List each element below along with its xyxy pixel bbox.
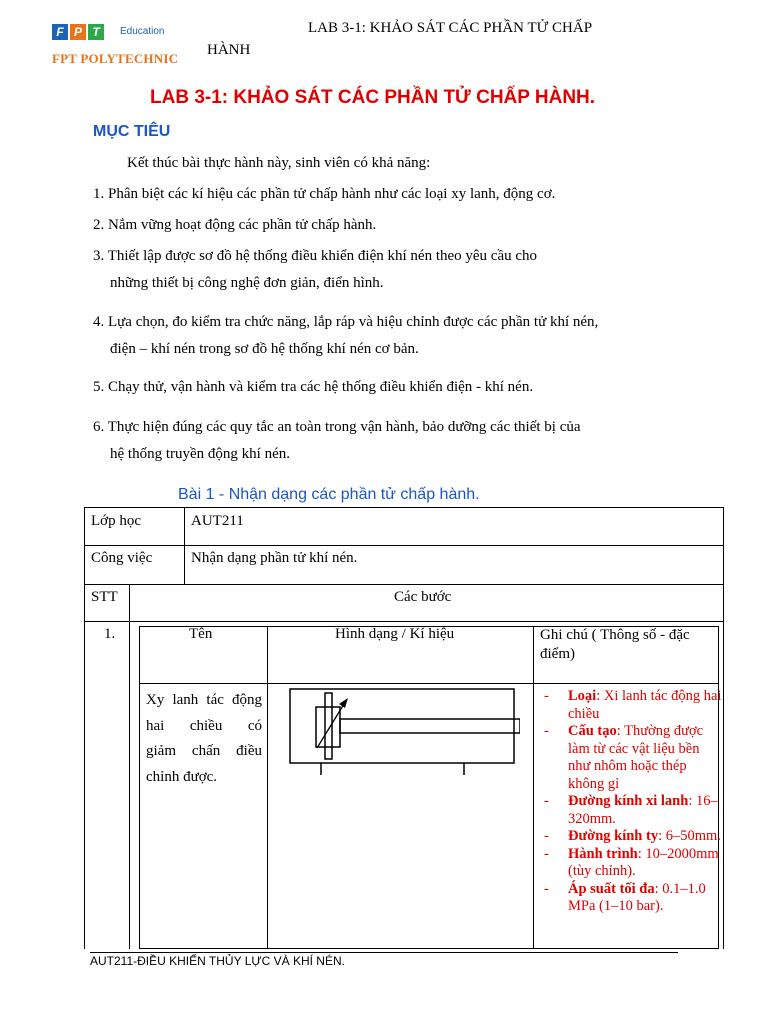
note-item: - Áp suất tối đa: 0.1–1.0 MPa (1–10 bar).: [544, 880, 706, 914]
note-item: - Đường kính ty: 6–50mm.: [544, 828, 721, 844]
item-name-line: chỉnh được.: [146, 768, 218, 785]
note-label: Loại: [568, 688, 597, 704]
footer-text: AUT211-ĐIỀU KHIỂN THỦY LỰC VÀ KHÍ NÉN.: [90, 954, 345, 968]
objective-6: 6. Thực hiện đúng các quy tắc an toàn trong vận hành, bảo dưỡng các thiết bị của: [93, 419, 581, 435]
section-title: MỤC TIÊU: [93, 123, 171, 140]
note-text: : 6–50mm.: [658, 828, 721, 844]
col-shape-header: Hình dạng / Kí hiệu: [335, 626, 455, 642]
note-label: Cấu tạo: [568, 723, 617, 739]
objective-2: 2. Nắm vững hoạt động các phần tử chấp hành.: [93, 217, 377, 233]
note-item: - Hành trình: 10–2000mm (tùy chỉnh).: [544, 845, 719, 879]
item-name-line: giảm chấn điều: [146, 743, 262, 759]
note-label: Áp suất tối đa: [568, 880, 655, 897]
objective-4-cont: điện – khí nén trong sơ đồ hệ thống khí nén cơ bản.: [110, 341, 419, 357]
class-value: AUT211: [191, 513, 244, 529]
main-title: LAB 3-1: KHẢO SÁT CÁC PHẦN TỬ CHẤP HÀNH.: [150, 87, 596, 108]
objective-1: 1. Phân biệt các kí hiệu các phần tử chấp hành như các loại xy lanh, động cơ.: [93, 186, 556, 202]
note-item: - Cấu tạo: Thường được làm từ các vật liệu bền như nhôm hoặc thép không gỉ: [544, 723, 704, 792]
header-title-line1: LAB 3-1: KHẢO SÁT CÁC PHẦN TỬ CHẤP: [308, 20, 593, 36]
objective-4: 4. Lựa chọn, đo kiểm tra chức năng, lắp ráp và hiệu chỉnh được các phần tử khí nén,: [93, 314, 599, 330]
note-label: Hành trình: [568, 845, 638, 862]
fpt-logo: [52, 24, 192, 68]
objective-3: 3. Thiết lập được sơ đồ hệ thống điều khiển điện khí nén theo yêu cầu cho: [93, 248, 538, 264]
double-acting-cylinder-adjustable-cushion-symbol: [288, 686, 520, 778]
note-text: : Xi lanh tác động hai chiều: [568, 688, 722, 722]
task-value: Nhận dạng phần tử khí nén.: [191, 550, 358, 566]
note-text: : 16–320mm.: [568, 793, 718, 827]
stt-label: STT: [91, 589, 118, 605]
item-name-line: Xy lanh tác động: [146, 692, 262, 708]
exercise-title: Bài 1 - Nhận dạng các phần tử chấp hành.: [178, 486, 480, 503]
note-text: : 10–2000mm (tùy chỉnh).: [568, 845, 719, 879]
class-label: Lớp học: [91, 513, 142, 529]
logo-letter-t: T: [88, 24, 104, 40]
note-item: - Loại: Xi lanh tác động hai chiều: [544, 688, 722, 722]
header-title-line2: HÀNH: [207, 42, 251, 58]
notes-list: [540, 688, 725, 916]
note-text: : Thường được làm từ các vật liệu bền như nhôm hoặc thép không gỉ: [568, 723, 704, 792]
logo-letter-p: P: [70, 24, 86, 40]
intro-text: Kết thúc bài thực hành này, sinh viên có khả năng:: [127, 155, 431, 171]
steps-label: Các bước: [394, 589, 452, 605]
task-label: Công việc: [91, 550, 153, 566]
objective-5: 5. Chạy thử, vận hành và kiểm tra các hệ thống điều khiển điện - khí nén.: [93, 379, 534, 395]
objective-6-cont: hệ thống truyền động khí nén.: [110, 446, 290, 462]
logo-education-text: Education: [120, 26, 165, 37]
note-text: : 0.1–1.0 MPa (1–10 bar).: [568, 880, 706, 914]
note-label: Đường kính xi lanh: [568, 793, 689, 809]
item-name: [146, 688, 262, 790]
col-note-header-cont: điểm): [540, 646, 575, 662]
col-name-header: Tên: [189, 626, 213, 642]
row-index: 1.: [104, 626, 116, 642]
item-name-line: hai chiều có: [146, 717, 262, 734]
logo-brand-text: FPT POLYTECHNIC: [52, 51, 179, 66]
footer-rule: [90, 952, 678, 953]
note-item: - Đường kính xi lanh: 16–320mm.: [544, 793, 718, 827]
logo-letter-f: F: [52, 24, 68, 40]
objective-3-cont: những thiết bị công nghệ đơn giản, điển hình.: [110, 275, 384, 291]
col-note-header: Ghi chú ( Thông số - đặc: [540, 627, 690, 643]
note-label: Đường kính ty: [568, 828, 659, 844]
fpt-logo-mark: [52, 24, 104, 40]
